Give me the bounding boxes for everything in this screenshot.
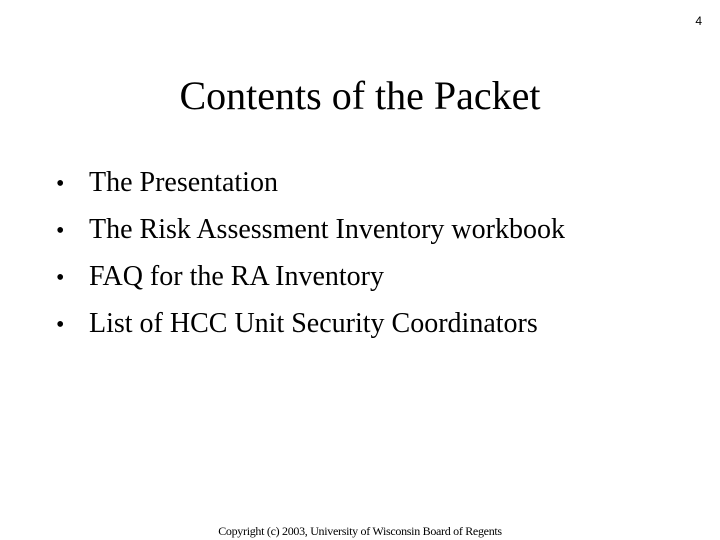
bullet-text: The Presentation (89, 167, 278, 198)
bullet-icon: • (56, 312, 65, 338)
bullet-item (56, 160, 565, 207)
copyright-footer: Copyright (c) 2003, University of Wisconsin Board of Regents (218, 524, 502, 538)
bullet-list (56, 160, 565, 348)
bullet-item (56, 301, 565, 348)
bullet-text: FAQ for the RA Inventory (89, 261, 384, 292)
bullet-icon: • (56, 265, 65, 291)
bullet-icon: • (56, 171, 65, 197)
slide-title: Contents of the Packet (179, 73, 541, 118)
page-number: 4 (695, 14, 702, 28)
bullet-text: The Risk Assessment Inventory workbook (89, 214, 565, 245)
bullet-item (56, 254, 565, 301)
bullet-text: List of HCC Unit Security Coordinators (89, 308, 538, 339)
bullet-item (56, 207, 565, 254)
bullet-icon: • (56, 218, 65, 244)
